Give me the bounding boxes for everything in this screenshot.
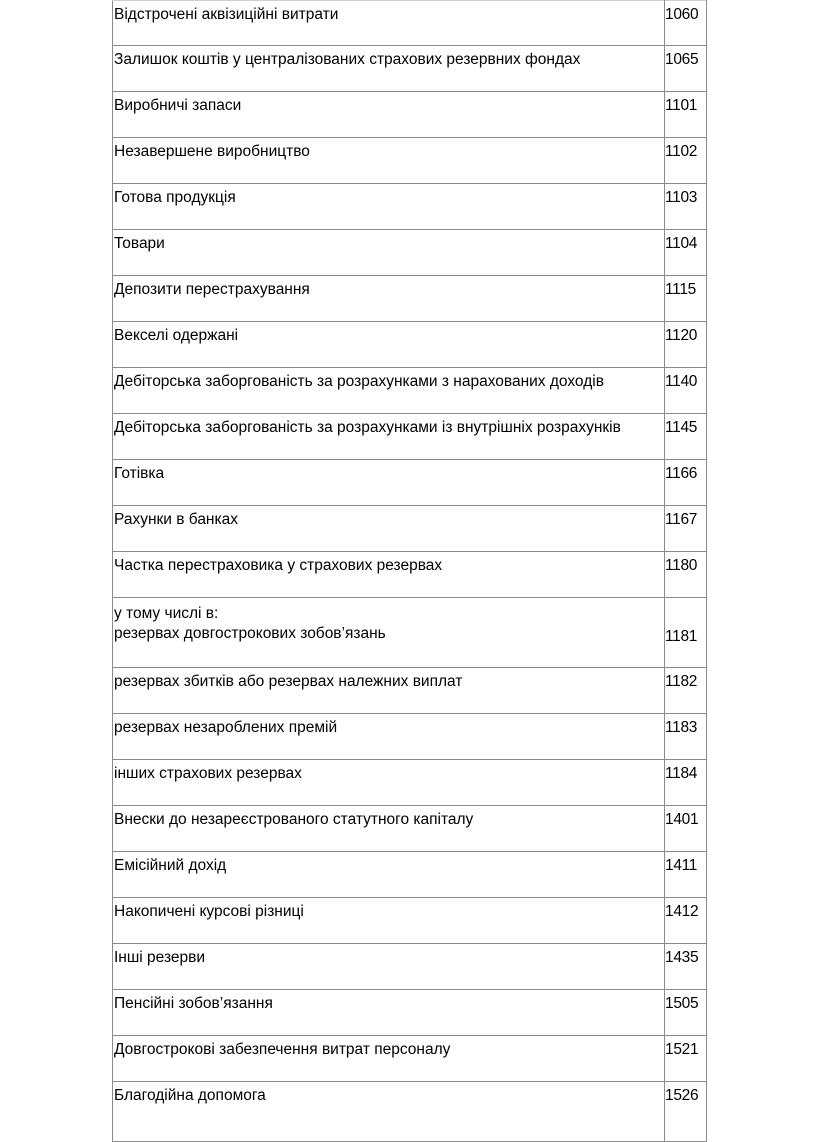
row-name: Інші резерви [113, 944, 665, 990]
row-code: 1120 [665, 322, 707, 368]
table-body [113, 1, 707, 1142]
row-code: 1526 [665, 1082, 707, 1142]
row-name: Рахунки в банках [113, 506, 665, 552]
table-row [113, 1, 707, 46]
row-name: Залишок коштів у централізованих страхових резервних фондах [113, 46, 665, 92]
row-code: 1101 [665, 92, 707, 138]
table-row [113, 138, 707, 184]
row-code: 1521 [665, 1036, 707, 1082]
row-code: 1181 [665, 598, 707, 668]
table-row [113, 552, 707, 598]
row-name: Дебіторська заборгованість за розрахунками із внутрішніх розрахунків [113, 414, 665, 460]
row-code: 1435 [665, 944, 707, 990]
row-name: Емісійний дохід [113, 852, 665, 898]
row-name: Готова продукція [113, 184, 665, 230]
table-row [113, 598, 707, 668]
row-name: Депозити перестрахування [113, 276, 665, 322]
row-name: резервах незароблених премій [113, 714, 665, 760]
table-row [113, 944, 707, 990]
row-name: Векселі одержані [113, 322, 665, 368]
row-code: 1060 [665, 1, 707, 46]
row-name: Накопичені курсові різниці [113, 898, 665, 944]
row-name: Пенсійні зобов’язання [113, 990, 665, 1036]
row-name-cell [113, 598, 665, 668]
table-row [113, 184, 707, 230]
row-name: Готівка [113, 460, 665, 506]
row-name: Частка перестраховика у страхових резервах [113, 552, 665, 598]
table-row [113, 668, 707, 714]
account-codes-table [112, 0, 707, 1142]
row-name: Відстрочені аквізиційні витрати [113, 1, 665, 46]
row-code: 1401 [665, 806, 707, 852]
row-code: 1140 [665, 368, 707, 414]
row-name: резервах збитків або резервах належних виплат [113, 668, 665, 714]
row-name: Внески до незареєстрованого статутного капіталу [113, 806, 665, 852]
table-row [113, 760, 707, 806]
table-row [113, 46, 707, 92]
row-code: 1505 [665, 990, 707, 1036]
row-code: 1065 [665, 46, 707, 92]
row-name: Благодійна допомога [113, 1082, 665, 1142]
row-name: резервах довгострокових зобов’язань [114, 625, 386, 642]
row-name: Незавершене виробництво [113, 138, 665, 184]
table-row [113, 506, 707, 552]
table-row [113, 92, 707, 138]
row-code: 1180 [665, 552, 707, 598]
row-code: 1182 [665, 668, 707, 714]
row-code: 1104 [665, 230, 707, 276]
row-code: 1411 [665, 852, 707, 898]
table-row [113, 990, 707, 1036]
row-code: 1184 [665, 760, 707, 806]
row-prefix: у тому числі в: [114, 605, 219, 622]
row-code: 1102 [665, 138, 707, 184]
row-name: інших страхових резервах [113, 760, 665, 806]
table-row [113, 276, 707, 322]
row-name: Довгострокові забезпечення витрат персоналу [113, 1036, 665, 1082]
table-row [113, 322, 707, 368]
table-row [113, 1036, 707, 1082]
table-row [113, 230, 707, 276]
table-row [113, 806, 707, 852]
document-page [112, 0, 706, 1142]
row-code: 1412 [665, 898, 707, 944]
row-code: 1183 [665, 714, 707, 760]
row-code: 1103 [665, 184, 707, 230]
table-row [113, 852, 707, 898]
row-code: 1166 [665, 460, 707, 506]
table-row [113, 460, 707, 506]
row-name: Дебіторська заборгованість за розрахунками з нарахованих доходів [113, 368, 665, 414]
table-row [113, 368, 707, 414]
row-name: Товари [113, 230, 665, 276]
table-row [113, 414, 707, 460]
row-code: 1145 [665, 414, 707, 460]
row-code: 1167 [665, 506, 707, 552]
row-code: 1115 [665, 276, 707, 322]
table-row [113, 714, 707, 760]
table-row [113, 898, 707, 944]
row-name: Виробничі запаси [113, 92, 665, 138]
